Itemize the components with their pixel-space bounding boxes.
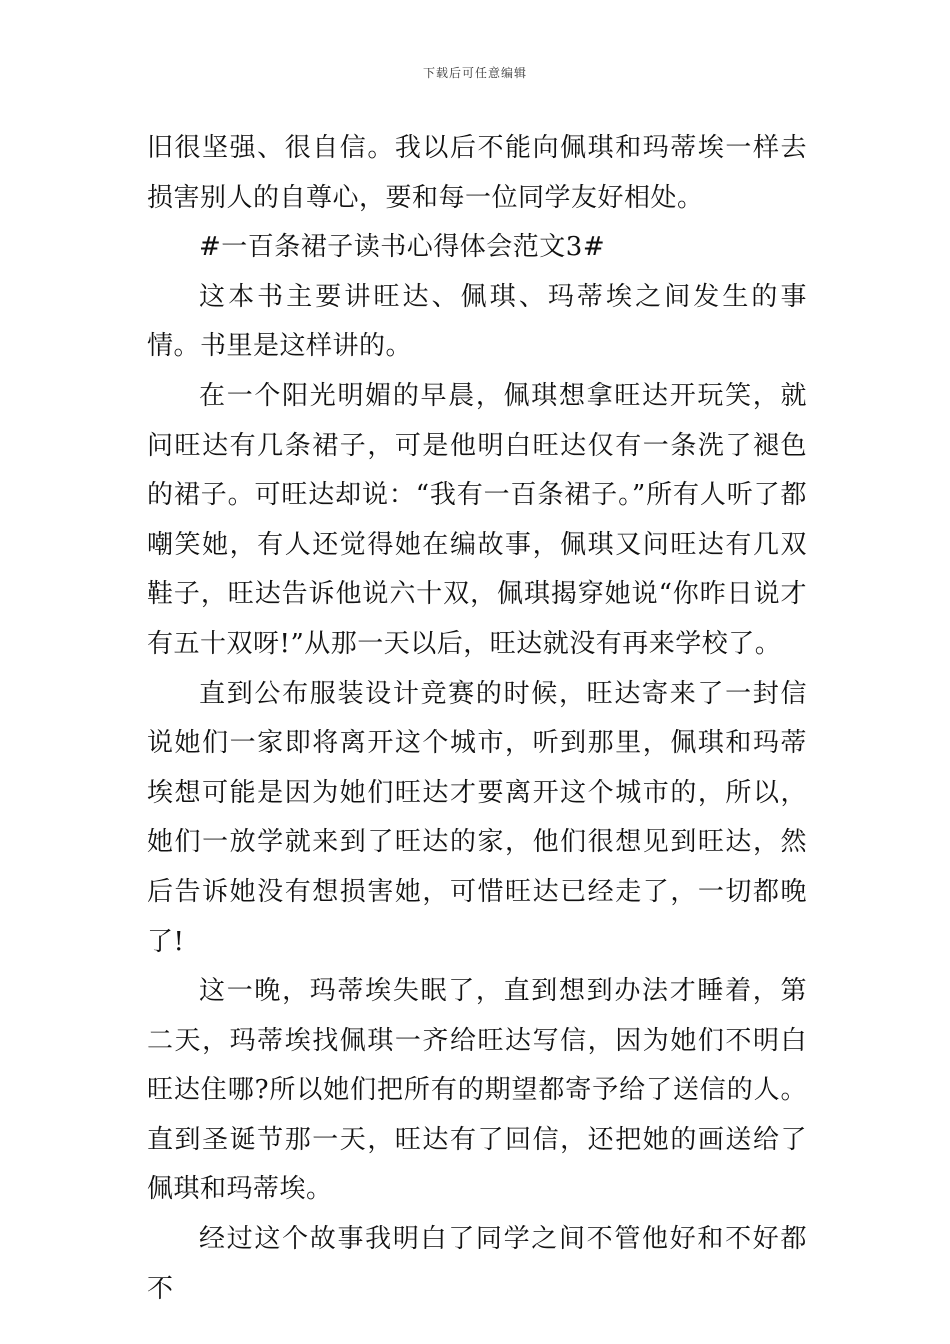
- paragraph-5: 这一晚，玛蒂埃失眠了，直到想到办法才睡着，第二天，玛蒂埃找佩琪一齐给旺达写信，因为她们不明白旺达住哪?所以她们把所有的期望都寄予给了送信的人。直到圣诞节那一天，旺达有了回信，还把她的画送给了佩琪和玛蒂埃。: [147, 976, 807, 1205]
- paragraph-6: 经过这个故事我明白了同学之间不管他好和不好都不: [147, 1224, 807, 1304]
- document-body: [147, 124, 807, 1314]
- paragraph-1: 旧很坚强、很自信。我以后不能向佩琪和玛蒂埃一样去损害别人的自尊心，要和每一位同学友好相处。: [147, 133, 807, 213]
- paragraph-2: 这本书主要讲旺达、佩琪、玛蒂埃之间发生的事情。书里是这样讲的。: [147, 281, 807, 362]
- paragraph-4: 直到公布服装设计竞赛的时候，旺达寄来了一封信说她们一家即将离开这个城市，听到那里，佩琪和玛蒂埃想可能是因为她们旺达才要离开这个城市的，所以，她们一放学就来到了旺达的家，他们很想见到旺达，然后告诉她没有想损害她，可惜旺达已经走了，一切都晚了!: [147, 678, 807, 957]
- section-heading: #一百条裙子读书心得体会范文3#: [199, 232, 606, 263]
- paragraph-3: 在一个阳光明媚的早晨，佩琪想拿旺达开玩笑，就问旺达有几条裙子，可是他明白旺达仅有一条洗了褪色的裙子。可旺达却说：“我有一百条裙子。”所有人听了都嘲笑她，有人还觉得她在编故事，佩琪又问旺达有几双鞋子，旺达告诉他说六十双，佩琪揭穿她说“你昨日说才有五十双呀!”从那一天以后，旺达就没有再来学校了。: [147, 380, 807, 659]
- page-header-note: 下载后可任意编辑: [422, 66, 527, 80]
